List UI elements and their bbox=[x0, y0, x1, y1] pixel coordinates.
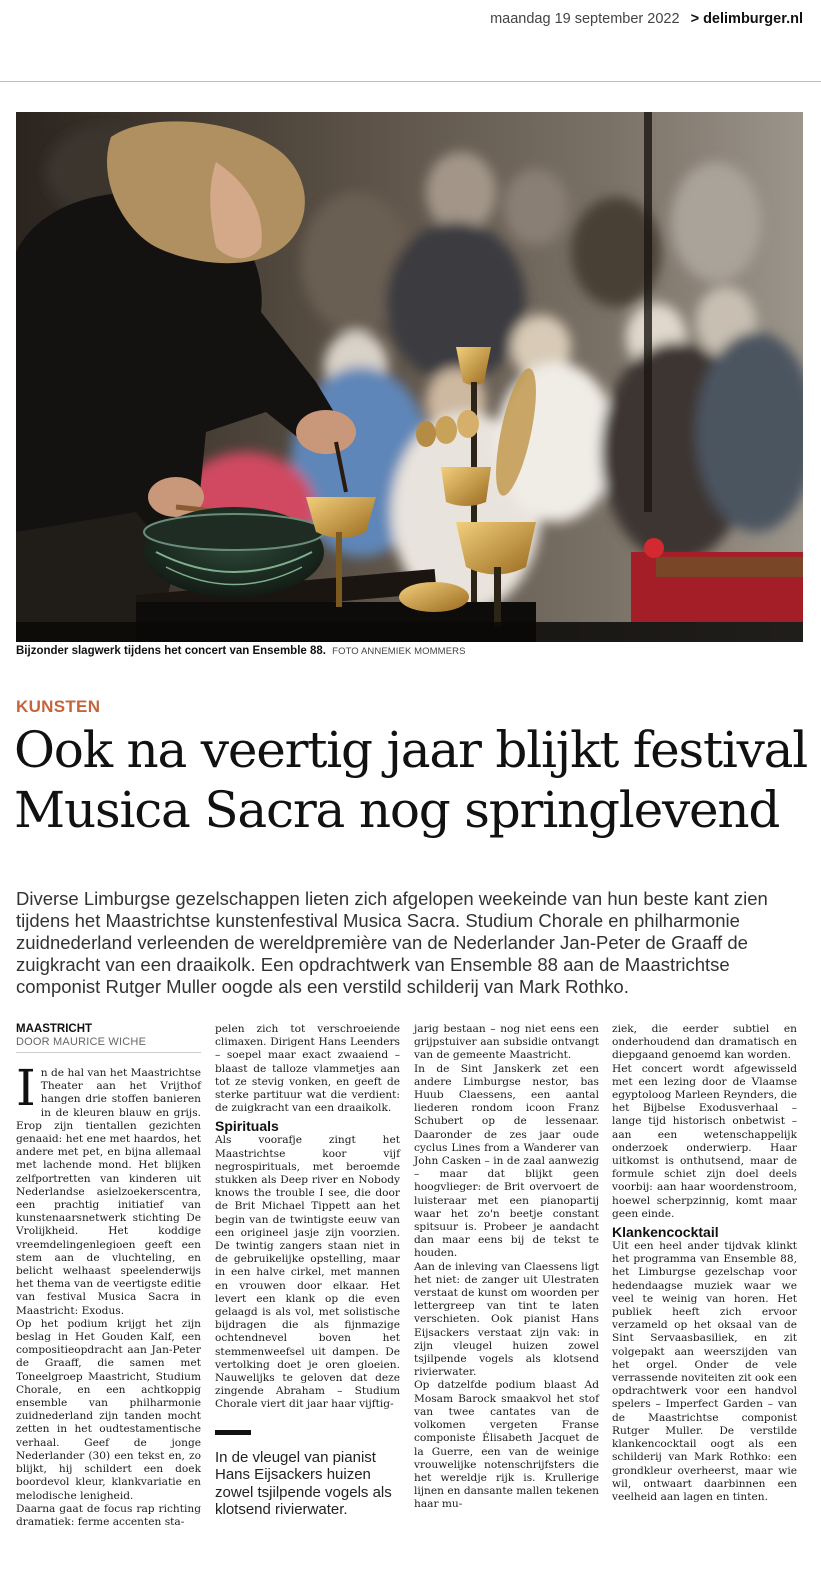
body-paragraph: pelen zich tot verschroeiende climaxen. Dirigent Hans Leenders – soepel maar exact zwaaiend – blaast de talloze vlammetjes aan tot ze stevig vonken, en geeft de sterke partituur wat die verdient: de zuigkracht van een draaikolk. bbox=[215, 1023, 400, 1115]
byline: DOOR MAURICE WICHE bbox=[16, 1036, 201, 1053]
body-paragraph: Als voorafje zingt het Maastrichtse koor vijf negrospirituals, met beroemde stukken als Deep river en Nobody knows the trouble I see, die door de Brit Michael Tippett aan het begin van de twintigste eeuw van een origineel jasje zijn voorzien. De twintig zangers staan niet in de gebruikelijke opstelling, maar in een halve cirkel, met mannen en vrouwen door elkaar. Het levert een klank op die even gelaagd is als vol, met solistische bijdragen die als fijnmazige ochtendnevel boven het stemmenweefsel uit dampen. De vertolking doet je oren gloeien. Nauwelijks te geloven dat deze zingende Abraham – Studium Chorale viert dit jaar haar vijftig- bbox=[215, 1134, 400, 1411]
section-label: KUNSTEN bbox=[16, 697, 101, 716]
article-column-2 bbox=[215, 1023, 400, 1519]
article-headline: Ook na veertig jaar blijkt festival Musica Sacra nog springlevend bbox=[14, 721, 808, 839]
header-meta bbox=[490, 11, 803, 27]
article-intro: Diverse Limburgse gezelschappen lieten zich afgelopen weekeinde van hun beste kant zien tijdens het Maastrichtse kunstenfestival Musica Sacra. Studium Chorale en philharmonie zuidnederland verleenden de wereldpremière van de Nederlander Jan-Peter de Graaff de zuigkracht van een draaikolk. Een opdrachtwerk van Ensemble 88 aan de Maastrichtse componist Rutger Muller oogde als een verstild schilderij van Mark Rothko. bbox=[16, 888, 768, 997]
article-column-4 bbox=[612, 1023, 797, 1504]
dateline: MAASTRICHT bbox=[16, 1023, 93, 1035]
arrow-icon: > bbox=[690, 11, 700, 27]
subheading: Spirituals bbox=[215, 1118, 279, 1135]
caption-text: Bijzonder slagwerk tijdens het concert van Ensemble 88. bbox=[16, 645, 326, 657]
article-column-3 bbox=[414, 1023, 599, 1512]
subheading: Klankencocktail bbox=[612, 1224, 719, 1241]
drop-cap: I bbox=[16, 1059, 36, 1117]
pullquote-bar bbox=[215, 1430, 251, 1435]
photo-caption bbox=[16, 645, 803, 657]
body-paragraph: Het concert wordt afgewisseld met een lezing door de Vlaamse egyptoloog Marleen Reynders, die het Bijbelse Exodusverhaal – lange tijd historisch onbetwist – aan een wetenschappelijk onderzoek onderwierp. Haar uitkomst is onthutsend, maar de formule schiet zijn doel deels voorbij: aan haar woordenstroom, hoewel scherpzinnig, komt maar geen einde. bbox=[612, 1062, 797, 1220]
body-paragraph: Aan de inleving van Claessens ligt het niet: de zanger uit Ulestraten verstaat de kunst om woorden per lettergreep van tint te laten verschieten. Ook pianist Hans Eijsackers verstaat zijn vak: in zijn vleugel huizen zowel tsjilpende vogels als klotsend rivierwater. bbox=[414, 1260, 599, 1379]
body-paragraph: n de hal van het Maastrichtse Theater aan het Vrijthof hangen drie stoffen banieren in de kleuren blauw en grijs. Erop zijn tientallen gezichten genaaid: het ene met haardos, het andere met pet, en bijna allemaal met lachende mond. Het blijken zelfportretten van kinderen uit Nederlandse asielzoekerscentra, een prachtig initiatief van kunstenaarsnetwerk stichting De Vrolijkheid. Het koddige vreemdelingenlegioen geeft een stem aan de vluchteling, en belicht welhaast speelenderwijs het thema van de veertigste editie van festival Musica Sacra in Maastricht: Exodus. bbox=[16, 1067, 201, 1317]
article-photo bbox=[16, 112, 803, 642]
body-paragraph: Op het podium krijgt het zijn beslag in Het Gouden Kalf, een compositieopdracht aan Jan-Peter de Graaff, die samen met Toneelgroep Maastricht, Studium Chorale, en een achtkoppig ensemble van philharmonie zuidnederland zijn tanden mocht zetten in het oudtestamentische verhaal. Geef de jonge Nederlander (30) een tekst en, zo blijkt, hij schildert een doek boordevol kleur, klankvariatie en melodische lenigheid. bbox=[16, 1317, 201, 1502]
body-paragraph: ziek, die eerder subtiel en onderhoudend dan dramatisch en diepgaand genoemd kan worden. bbox=[612, 1023, 797, 1062]
article-column-1 bbox=[16, 1023, 201, 1529]
body-paragraph: Uit een heel ander tijdvak klinkt het programma van Ensemble 88, het Limburgse gezelschap voor hedendaagse muziek waar we veel te weinig van horen. Het publiek heeft zich ervoor verzameld op het oksaal van de Sint Servaasbasiliek, en zit volgepakt aan weerszijden van het orgel. Onder de vele verrassende noviteiten zit ook een opdrachtwerk voor een handvol spelers – Imperfect Garden – van de Maastrichtse componist Rutger Muller. De verstilde klankencocktail oogt als een schilderij van Mark Rothko: een grondkleur overheerst, maar wie wil, ontwaart daarbinnen een veelheid aan lagen en tinten. bbox=[612, 1240, 797, 1503]
site-link[interactable]: delimburger.nl bbox=[703, 11, 803, 27]
page-header bbox=[0, 0, 821, 82]
body-paragraph: Daarna gaat de focus rap richting dramatiek: ferme accenten sta- bbox=[16, 1502, 201, 1528]
pull-quote: In de vleugel van pianist Hans Eijsackers huizen zowel tsjilpende vogels als klotsend rivierwater. bbox=[215, 1448, 392, 1519]
concert-photo-illustration bbox=[16, 112, 803, 642]
body-paragraph: In de Sint Janskerk zet een andere Limburgse nestor, bas Huub Claessens, een aantal liederen rondom icoon Franz Schubert op de lessenaar. Daaronder de zes jaar oude cyclus Lines from a Wanderer van John Casken – in de zaal aanwezig – maar dat blijkt geen hoogvlieger: de Brit overvoert de luisteraar met een pianopartij waar het zo'n beetje constant spitsuur is. Probeer je aandacht dan maar eens bij de tekst te houden. bbox=[414, 1062, 599, 1260]
body-paragraph: jarig bestaan – nog niet eens een grijpstuiver aan subsidie ontvangt van de gemeente Maastricht. bbox=[414, 1023, 599, 1062]
body-paragraph: Op datzelfde podium blaast Ad Mosam Barock smaakvol het stof van twee cantates van de volkomen vergeten Franse componiste Élisabeth Jacquet de la Guerre, een van de weinige vrouwelijke notenschrijfsters die het wereldje rijk is. Krullerige lijnen en dansante mallen tekenen haar mu- bbox=[414, 1379, 599, 1511]
edition-date: maandag 19 september 2022 bbox=[490, 11, 680, 27]
photo-credit: FOTO ANNEMIEK MOMMERS bbox=[332, 646, 466, 657]
